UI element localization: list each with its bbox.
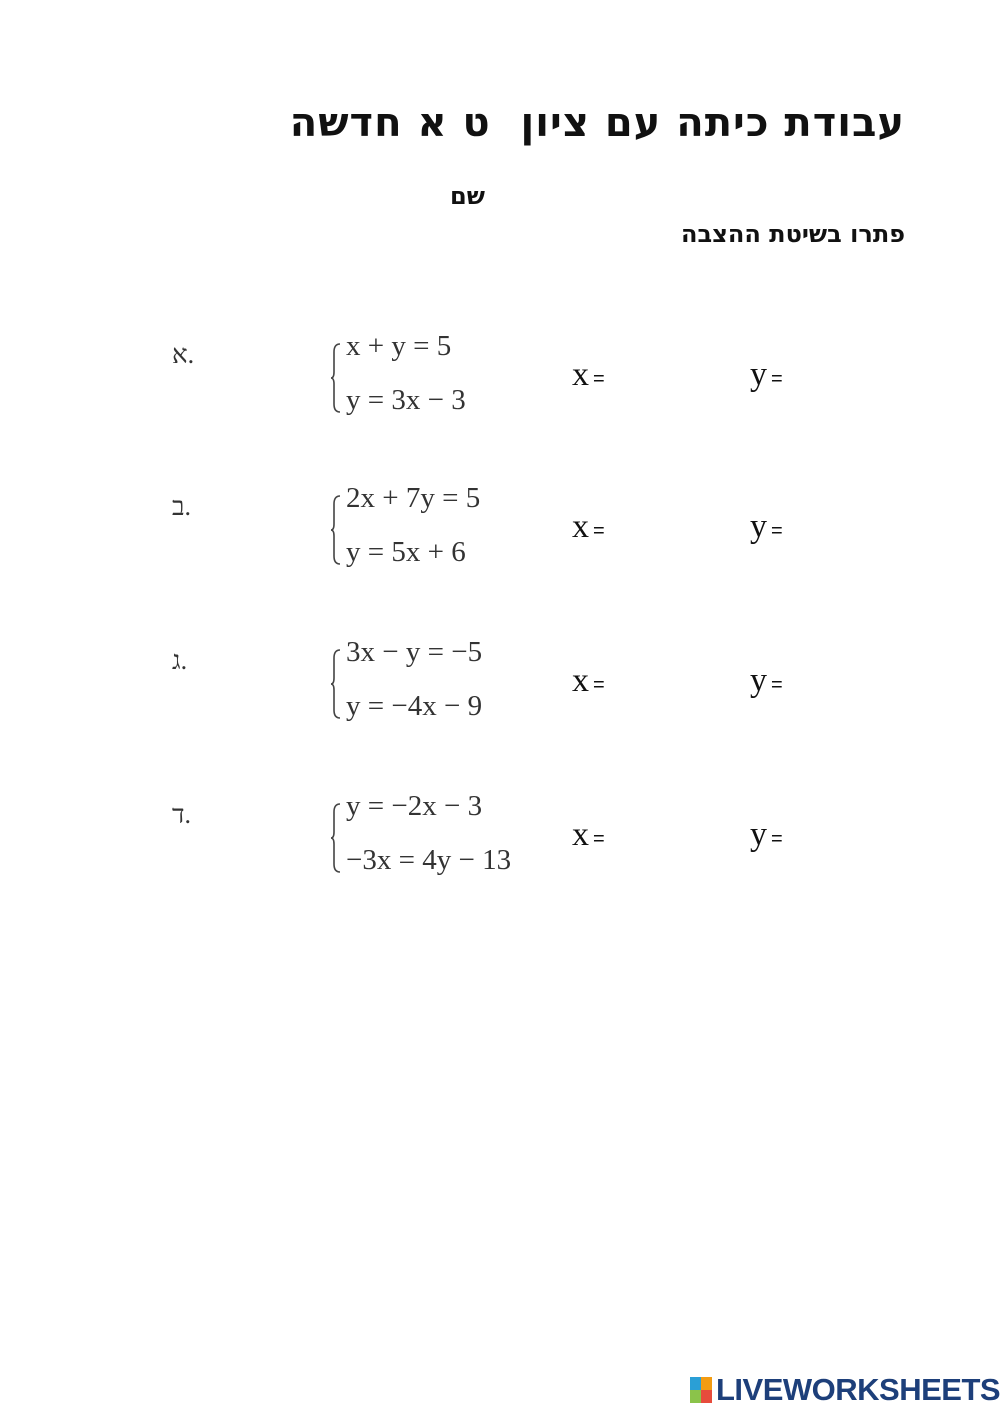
left-brace-icon <box>330 802 342 874</box>
equation-2: y = 3x − 3 <box>346 384 466 416</box>
y-variable-label: y <box>750 662 767 699</box>
y-answer <box>750 662 881 700</box>
left-brace-icon <box>330 494 342 566</box>
problem-label: ד. <box>172 800 192 829</box>
equation-1: x + y = 5 <box>346 330 452 362</box>
problem-label: ג. <box>172 646 188 675</box>
x-answer-input[interactable] <box>613 363 703 391</box>
equation-1: 2x + 7y = 5 <box>346 482 481 514</box>
equation-1: 3x − y = −5 <box>346 636 483 668</box>
x-answer <box>572 356 703 394</box>
y-answer <box>750 508 881 546</box>
x-answer <box>572 662 703 700</box>
equals-sign: = <box>771 828 783 850</box>
y-variable-label: y <box>750 356 767 393</box>
equation-2: y = 5x + 6 <box>346 536 466 568</box>
x-answer <box>572 508 703 546</box>
problem-label: ב. <box>172 492 192 521</box>
equation-2: −3x = 4y − 13 <box>346 844 512 876</box>
y-answer-input[interactable] <box>791 669 881 697</box>
equals-sign: = <box>593 674 605 696</box>
equation-1: y = −2x − 3 <box>346 790 483 822</box>
equals-sign: = <box>771 368 783 390</box>
x-answer-input[interactable] <box>613 823 703 851</box>
x-answer <box>572 816 703 854</box>
liveworksheets-mark-icon <box>690 1377 712 1403</box>
problem-label: א. <box>172 340 195 369</box>
equals-sign: = <box>593 520 605 542</box>
y-variable-label: y <box>750 508 767 545</box>
x-answer-input[interactable] <box>613 515 703 543</box>
y-answer-input[interactable] <box>791 363 881 391</box>
equals-sign: = <box>593 828 605 850</box>
brand-name: LIVEWORKSHEETS <box>716 1372 1000 1407</box>
left-brace-icon <box>330 648 342 720</box>
problem-3 <box>0 636 1000 756</box>
liveworksheets-logo <box>690 1372 1000 1408</box>
equation-2: y = −4x − 9 <box>346 690 483 722</box>
y-answer <box>750 816 881 854</box>
equals-sign: = <box>593 368 605 390</box>
y-answer <box>750 356 881 394</box>
x-variable-label: x <box>572 816 589 853</box>
problem-1 <box>0 330 1000 450</box>
x-variable-label: x <box>572 356 589 393</box>
worksheet-title: עבודת כיתה עם ציון ט א חדשה <box>289 100 905 146</box>
equals-sign: = <box>771 674 783 696</box>
y-variable-label: y <box>750 816 767 853</box>
equals-sign: = <box>771 520 783 542</box>
student-name-label: שם <box>450 182 485 210</box>
x-variable-label: x <box>572 508 589 545</box>
problem-4 <box>0 790 1000 910</box>
y-answer-input[interactable] <box>791 823 881 851</box>
x-variable-label: x <box>572 662 589 699</box>
left-brace-icon <box>330 342 342 414</box>
x-answer-input[interactable] <box>613 669 703 697</box>
y-answer-input[interactable] <box>791 515 881 543</box>
instruction-text: פתרו בשיטת ההצבה <box>681 220 905 248</box>
problem-2 <box>0 482 1000 602</box>
